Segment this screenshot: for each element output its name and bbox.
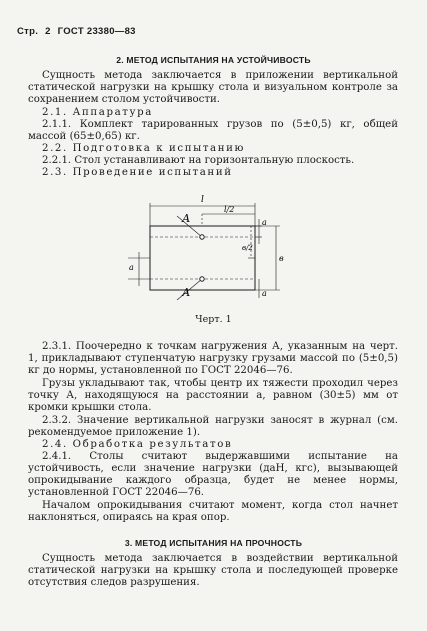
section-3-intro: Сущность метода заключается в воздействии вертикальной статической нагрузки на крышку стола и последующей проверке отсутствия следов разрушения. <box>28 553 398 588</box>
clause-2-3-1: 2.3.1. Поочередно к точкам нагружения А, указанным на черт. 1, прикладывают ступенчатую нагрузку грузами массой по (5±0,5) кг до нормы, установленной по ГОСТ 22046—76. <box>28 341 398 376</box>
label-a-left-dim: a <box>129 263 134 272</box>
clause-2-4-1: 2.4.1. Столы считают выдержавшими испытание на устойчивость, если значение нагрузки (даН, кгс), вызывающей опрокидывание каждого образца, будет не менее нормы, установленной ГОСТ 22046—76. <box>28 451 398 498</box>
load-point-a-bottom <box>200 277 204 281</box>
label-a-bottom: А <box>182 286 191 299</box>
label-l-half: l/2 <box>224 205 235 214</box>
label-l: l <box>201 195 204 205</box>
clause-2-2: 2.2. Подготовка к испытанию <box>42 143 245 154</box>
clause-2-3: 2.3. Проведение испытаний <box>42 167 233 178</box>
clause-2-3-1-b: Грузы укладывают так, чтобы центр их тяжести проходил через точку А, находящуюся на расстоянии а, равном (30±5) мм от кромки крышки стола. <box>28 378 398 413</box>
clause-2-4-1-b: Началом опрокидывания считают момент, когда стол начнет наклоняться, опираясь на края опор. <box>28 500 398 523</box>
label-a-top: А <box>182 212 191 225</box>
section-2-title: 2. МЕТОД ИСПЫТАНИЯ НА УСТОЙЧИВОСТЬ <box>116 55 311 65</box>
clause-2-1-1: 2.1.1. Комплект тарированных грузов по (5±0,5) кг, общей массой (65±0,65) кг. <box>28 119 398 142</box>
label-b-half: в/2 <box>242 244 253 252</box>
section-2-intro: Сущность метода заключается в приложении вертикальной статической нагрузки на крышку стола и визуальном контроле за сохранением столом устойчивости. <box>28 70 398 105</box>
load-point-a-top <box>200 235 204 239</box>
clause-2-3-2: 2.3.2. Значение вертикальной нагрузки заносят в журнал (см. рекомендуемое приложение 1). <box>28 415 398 438</box>
clause-2-2-1: 2.2.1. Стол устанавливают на горизонтальную плоскость. <box>42 155 355 166</box>
page-number: 2 <box>45 26 51 37</box>
figure-1-caption: Черт. 1 <box>195 314 232 325</box>
section-3-title: 3. МЕТОД ИСПЫТАНИЯ НА ПРОЧНОСТЬ <box>124 538 303 548</box>
label-b: в <box>279 254 284 263</box>
clause-2-4: 2.4. Обработка результатов <box>42 439 233 450</box>
label-a-top-dim: a <box>262 218 267 227</box>
label-a-bottom-dim: a <box>262 289 267 298</box>
clause-2-1: 2.1. Аппаратура <box>42 107 153 118</box>
page-prefix: Стр. <box>17 26 39 37</box>
standard-number: ГОСТ 23380—83 <box>57 26 136 37</box>
